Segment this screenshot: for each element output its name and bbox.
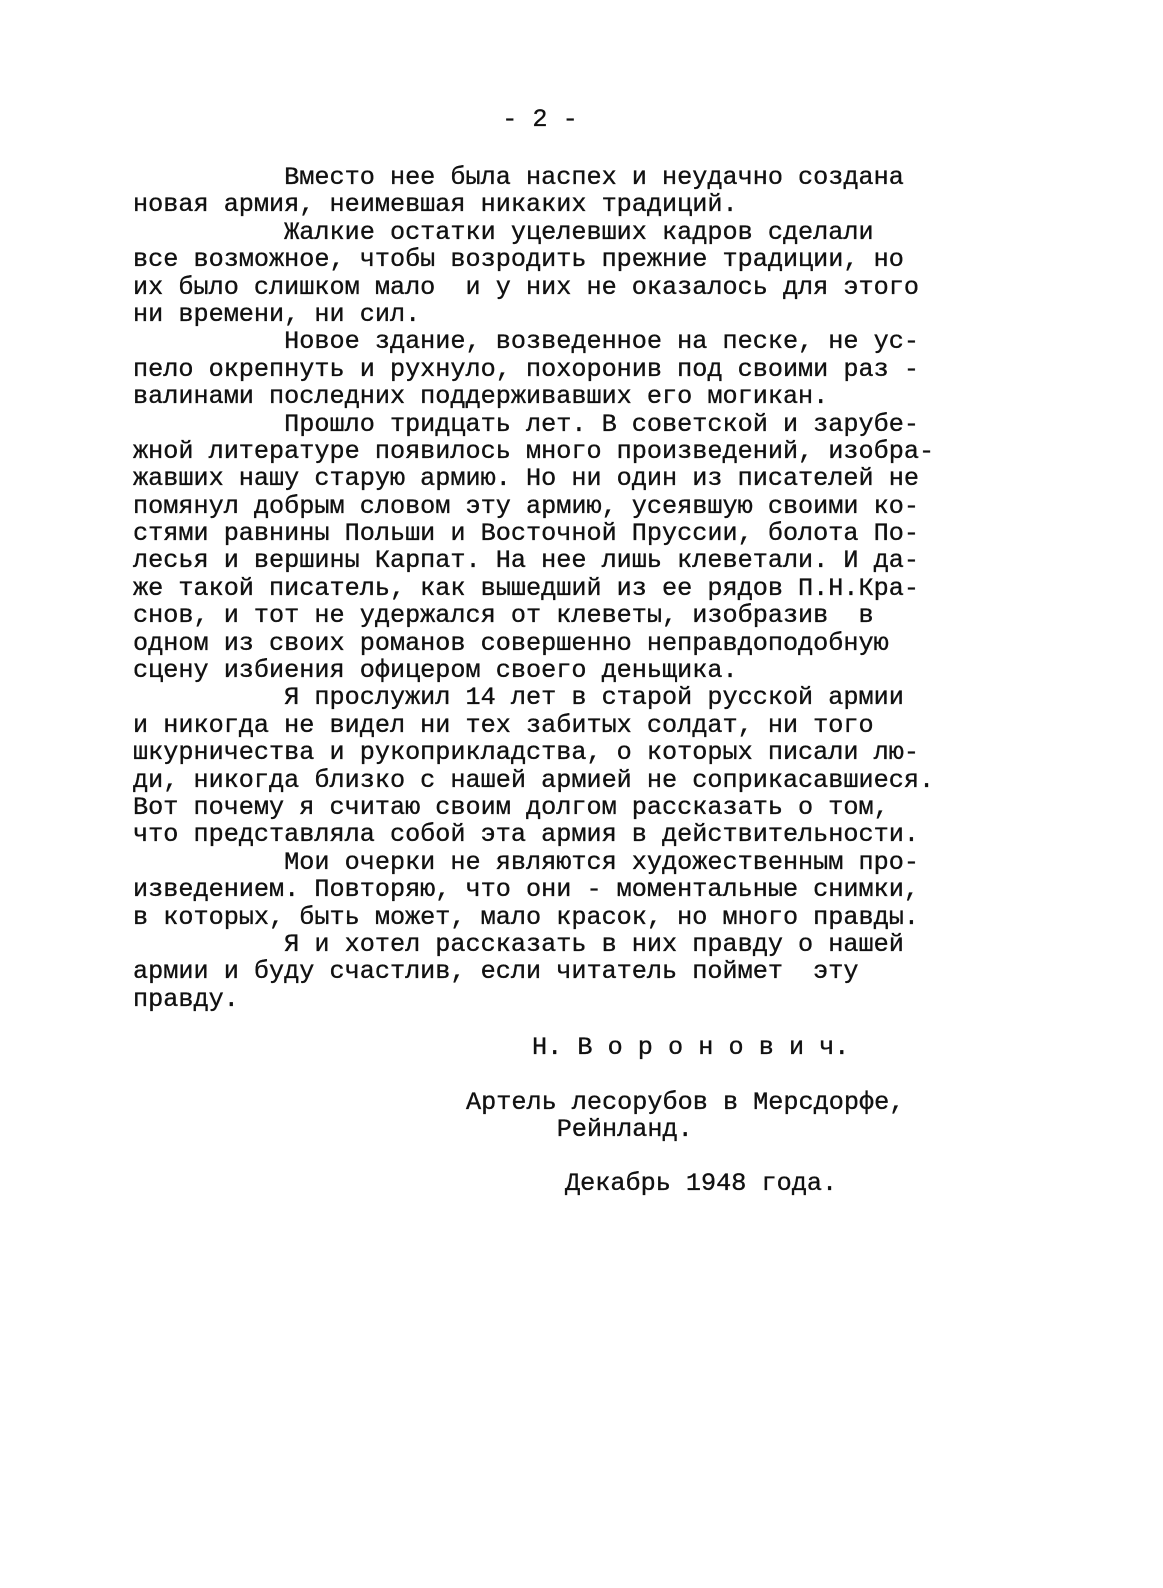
text-line: все возможное, чтобы возродить прежние традиции, но bbox=[133, 245, 904, 275]
text-line: лесья и вершины Карпат. На нее лишь клеветали. И да- bbox=[133, 546, 919, 576]
text-line: их было слишком мало и у них не оказалось для этого bbox=[133, 272, 919, 302]
text-line: и никогда не видел ни тех забитых солдат, ни того bbox=[133, 710, 874, 740]
text-line: Я и хотел рассказать в них правду о нашей bbox=[133, 929, 904, 959]
place-line: Рейнланд. bbox=[466, 1115, 693, 1145]
text-line: стями равнины Польши и Восточной Пруссии, болота По- bbox=[133, 519, 919, 549]
text-line: правду. bbox=[133, 984, 239, 1014]
text-line: Мои очерки не являются художественным про- bbox=[133, 847, 919, 877]
text-line: армии и буду счастлив, если читатель поймет эту bbox=[133, 957, 859, 987]
text-line: жной литературе появилось много произведений, изобра- bbox=[133, 436, 935, 466]
text-line: что представляла собой эта армия в действительности. bbox=[133, 820, 919, 850]
text-line: шкурничества и рукоприкладства, о которых писали лю- bbox=[133, 738, 919, 768]
place-of-writing bbox=[466, 1089, 904, 1144]
paragraph bbox=[133, 931, 934, 1013]
paragraph bbox=[133, 164, 934, 219]
text-line: в которых, быть может, мало красок, но много правды. bbox=[133, 902, 919, 932]
page-number: - 2 - bbox=[502, 105, 578, 134]
paragraph bbox=[133, 411, 934, 685]
text-line: жавших нашу старую армию. Но ни один из писателей не bbox=[133, 464, 919, 494]
text-line: снов, и тот не удержался от клеветы, изобразив в bbox=[133, 601, 874, 631]
paragraph bbox=[133, 684, 934, 848]
text-line: изведением. Повторяю, что они - моментальные снимки, bbox=[133, 875, 919, 905]
text-line: ни времени, ни сил. bbox=[133, 299, 421, 329]
body-text bbox=[133, 164, 934, 1013]
text-line: помянул добрым словом эту армию, усеявшую своими ко- bbox=[133, 491, 919, 521]
place-line: Артель лесорубов в Мерсдорфе, bbox=[466, 1088, 905, 1117]
text-line: ди, никогда близко с нашей армией не соприкасавшиеся. bbox=[133, 765, 935, 795]
text-line: пело окрепнуть и рухнуло, похоронив под своими раз - bbox=[133, 354, 919, 384]
paragraph bbox=[133, 328, 934, 410]
document-date: Декабрь 1948 года. bbox=[565, 1169, 838, 1198]
text-line: Прошло тридцать лет. В советской и зарубе- bbox=[133, 409, 919, 439]
text-line: Я прослужил 14 лет в старой русской армии bbox=[133, 683, 904, 713]
text-line: Вместо нее была наспех и неудачно создана bbox=[133, 163, 904, 192]
author-signature: Н. В о р о н о в и ч. bbox=[532, 1033, 850, 1062]
text-line: же такой писатель, как вышедший из ее рядов П.Н.Кра- bbox=[133, 573, 919, 603]
text-line: новая армия, неимевшая никаких традиций. bbox=[133, 190, 738, 220]
paragraph bbox=[133, 849, 934, 931]
paragraph bbox=[133, 219, 934, 329]
text-line: валинами последних поддерживавших его могикан. bbox=[133, 382, 829, 412]
text-line: сцену избиения офицером своего деньщика. bbox=[133, 656, 738, 686]
text-line: Жалкие остатки уцелевших кадров сделали bbox=[133, 217, 874, 247]
text-line: одном из своих романов совершенно неправдоподобную bbox=[133, 628, 889, 658]
text-line: Новое здание, возведенное на песке, не ус- bbox=[133, 327, 919, 357]
text-line: Вот почему я считаю своим долгом рассказать о том, bbox=[133, 792, 889, 822]
